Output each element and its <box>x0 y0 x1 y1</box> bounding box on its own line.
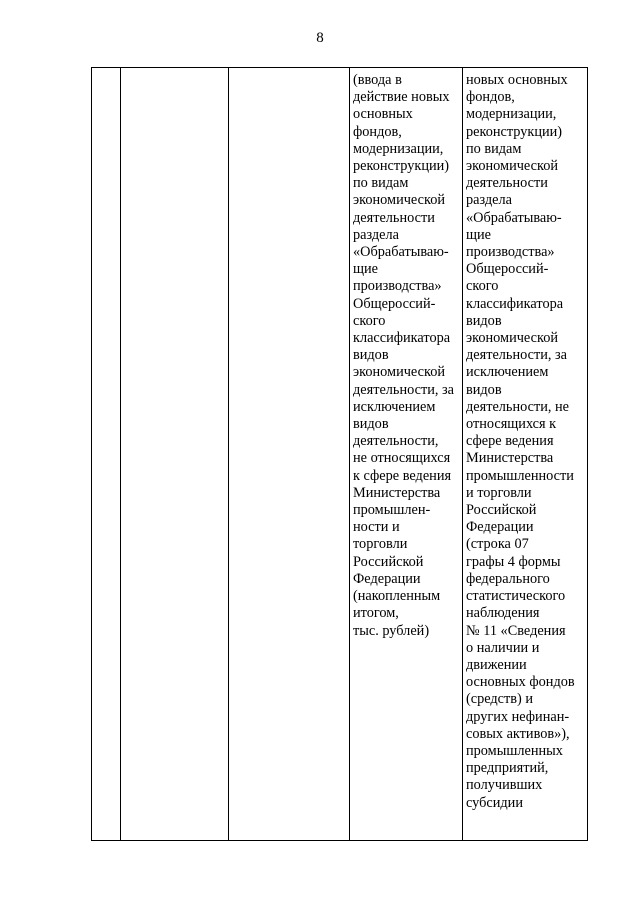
cell-text: новых основных фондов, модернизации, реконструкции) по видам экономической деятельности раздела «Обрабатываю- щие производства» Общероссий- ского классификатора видов экономической деятельности, за исключением видов деятельности, не относящихся к сфере ведения Министерства промышленности и торговли Российской Федерации (строка 07 графы 4 формы федерального статистического наблюдения № 11 «Сведения о наличии и движении основных фондов (средств) и других нефинан- совых активов»), промышленных предприятий, получивших субсидии <box>466 72 575 811</box>
document-table <box>91 67 588 841</box>
table-cell-3 <box>229 68 350 841</box>
page-number: 8 <box>316 30 324 46</box>
table-cell-2 <box>121 68 229 841</box>
table-cell-4 <box>350 68 463 841</box>
table-cell-1 <box>92 68 121 841</box>
cell-text: (ввода в действие новых основных фондов, модернизации, реконструкции) по видам экономической деятельности раздела «Обрабатываю- щие производства» Общероссий- ского классификатора видов экономической деятельности, за исключением видов деятельности, не относящихся к сфере ведения Министерства промышлен- ности и торговли Российской Федерации (накопленным итогом, тыс. рублей) <box>353 72 454 639</box>
table-cell-5 <box>463 68 588 841</box>
table-row <box>92 68 588 841</box>
